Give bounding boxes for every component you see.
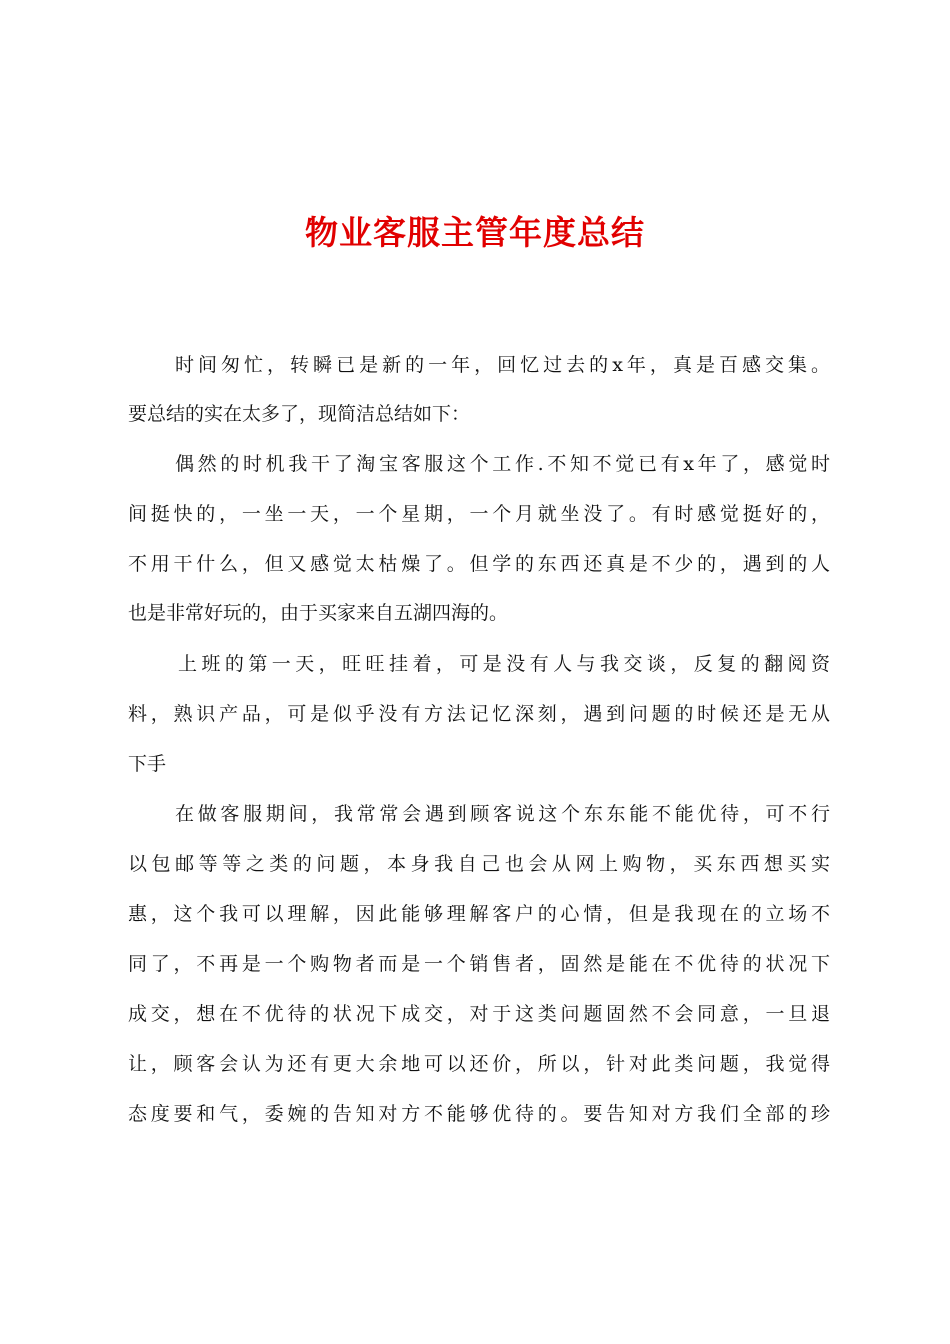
paragraph-3-line-2: 料，熟识产品，可是似乎没有方法记忆深刻，遇到问题的时候还是无从 [128, 703, 830, 725]
paragraph-3-line-3: 下手 [128, 753, 167, 775]
paragraph-4-line-1: 在做客服期间，我常常会遇到顾客说这个东东能不能优待，可不行 [175, 803, 830, 825]
paragraph-2-line-3: 不用干什么，但又感觉太枯燥了。但学的东西还真是不少的，遇到的人 [128, 553, 830, 575]
paragraph-4-line-5: 成交，想在不优待的状况下成交，对于这类问题固然不会同意，一旦退 [128, 1003, 830, 1025]
paragraph-2-line-1: 偶然的时机我干了淘宝客服这个工作.不知不觉已有x年了，感觉时 [175, 453, 830, 475]
document-title: 物业客服主管年度总结 [305, 213, 645, 252]
paragraph-4-line-2: 以包邮等等之类的问题，本身我自己也会从网上购物，买东西想买实 [128, 853, 830, 875]
paragraph-4-line-6: 让，顾客会认为还有更大余地可以还价，所以，针对此类问题，我觉得 [128, 1053, 830, 1075]
paragraph-1-line-2: 要总结的实在太多了，现简洁总结如下： [128, 403, 471, 425]
paragraph-1-line-1: 时间匆忙，转瞬已是新的一年，回忆过去的x年，真是百感交集。 [175, 354, 830, 376]
paragraph-2-line-2: 间挺快的，一坐一天，一个星期，一个月就坐没了。有时感觉挺好的， [128, 503, 830, 525]
paragraph-2-line-4: 也是非常好玩的，由于买家来自五湖四海的。 [128, 602, 509, 624]
paragraph-3-line-1: 上班的第一天，旺旺挂着，可是没有人与我交谈，反复的翻阅资 [178, 653, 830, 675]
paragraph-4-line-4: 同了，不再是一个购物者而是一个销售者，固然是能在不优待的状况下 [128, 953, 830, 975]
paragraph-4-line-3: 惠，这个我可以理解，因此能够理解客户的心情，但是我现在的立场不 [128, 903, 830, 925]
paragraph-4-line-7: 态度要和气，委婉的告知对方不能够优待的。要告知对方我们全部的珍 [128, 1103, 830, 1125]
